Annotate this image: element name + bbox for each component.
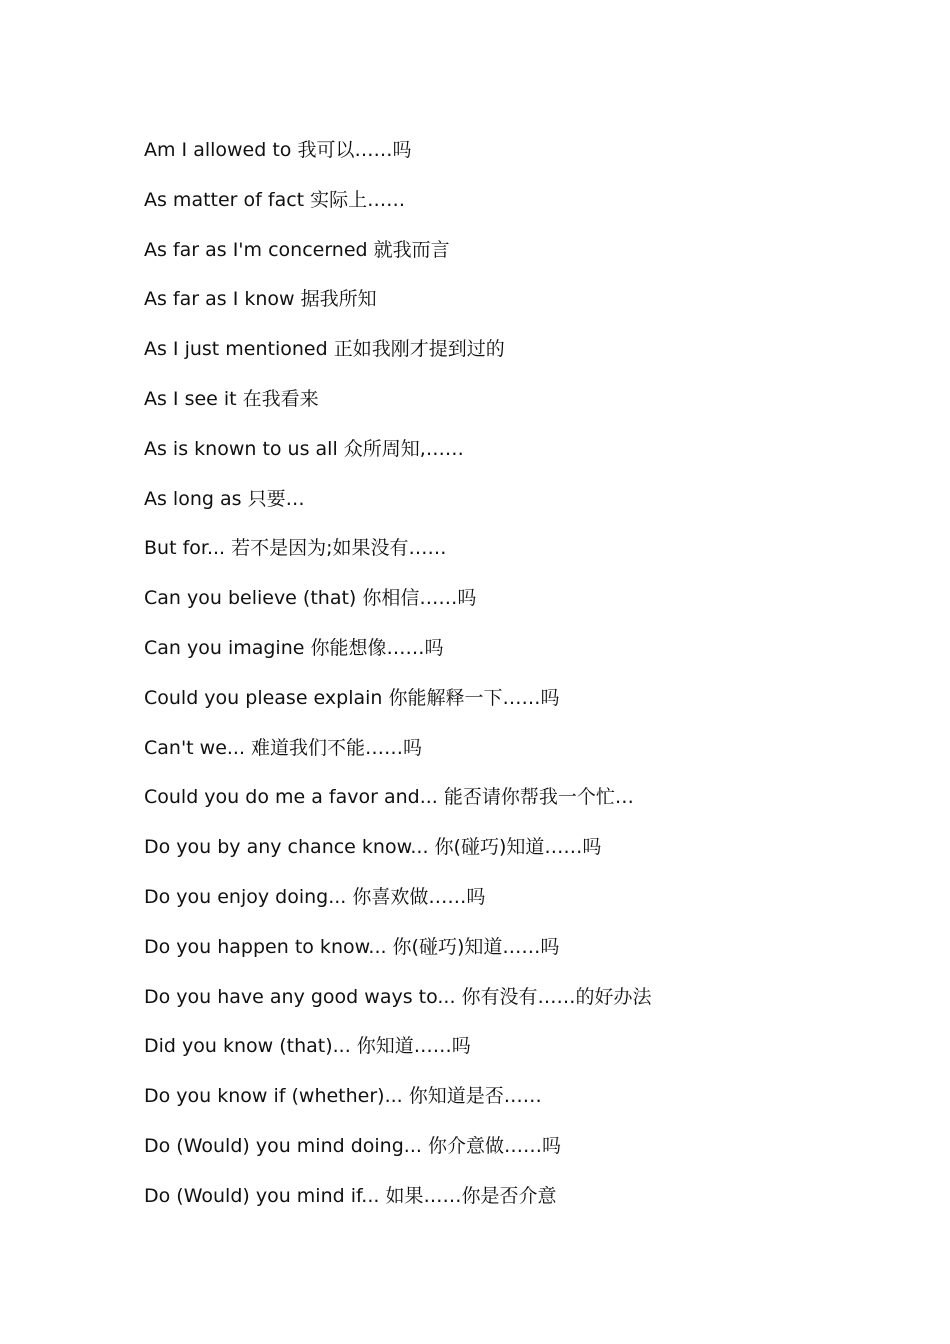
phrase-line: Can't we... 难道我们不能……吗	[144, 736, 423, 759]
phrase-line: As I just mentioned 正如我刚才提到过的	[144, 338, 505, 361]
phrase-line: Could you please explain 你能解释一下……吗	[144, 686, 560, 709]
phrase-line: But for... 若不是因为;如果没有……	[144, 537, 447, 560]
phrase-line: Can you imagine 你能想像……吗	[144, 636, 444, 659]
phrase-line: Do you know if (whether)... 你知道是否……	[144, 1085, 542, 1108]
phrase-list	[144, 136, 652, 1232]
phrase-line: As long as 只要…	[144, 487, 305, 510]
phrase-line: Can you believe (that) 你相信……吗	[144, 587, 477, 610]
phrase-line: Do (Would) you mind if... 如果……你是否介意	[144, 1184, 557, 1207]
phrase-line: Did you know (that)... 你知道……吗	[144, 1035, 471, 1058]
phrase-line: Do you enjoy doing... 你喜欢做……吗	[144, 885, 486, 908]
phrase-line: Do you happen to know... 你(碰巧)知道……吗	[144, 935, 560, 958]
phrase-line: Do you by any chance know... 你(碰巧)知道……吗	[144, 836, 602, 859]
phrase-line: Could you do me a favor and... 能否请你帮我一个忙…	[144, 786, 634, 809]
phrase-line: As far as I know 据我所知	[144, 288, 377, 311]
phrase-line: Am I allowed to 我可以……吗	[144, 139, 412, 161]
phrase-line: As I see it 在我看来	[144, 387, 319, 410]
phrase-line: As matter of fact 实际上……	[144, 188, 406, 211]
phrase-line: Do you have any good ways to... 你有没有……的好办法	[144, 985, 652, 1008]
phrase-line: Do (Would) you mind doing... 你介意做……吗	[144, 1134, 561, 1157]
phrase-line: As is known to us all 众所周知,……	[144, 437, 464, 460]
phrase-line: As far as I'm concerned 就我而言	[144, 238, 450, 261]
